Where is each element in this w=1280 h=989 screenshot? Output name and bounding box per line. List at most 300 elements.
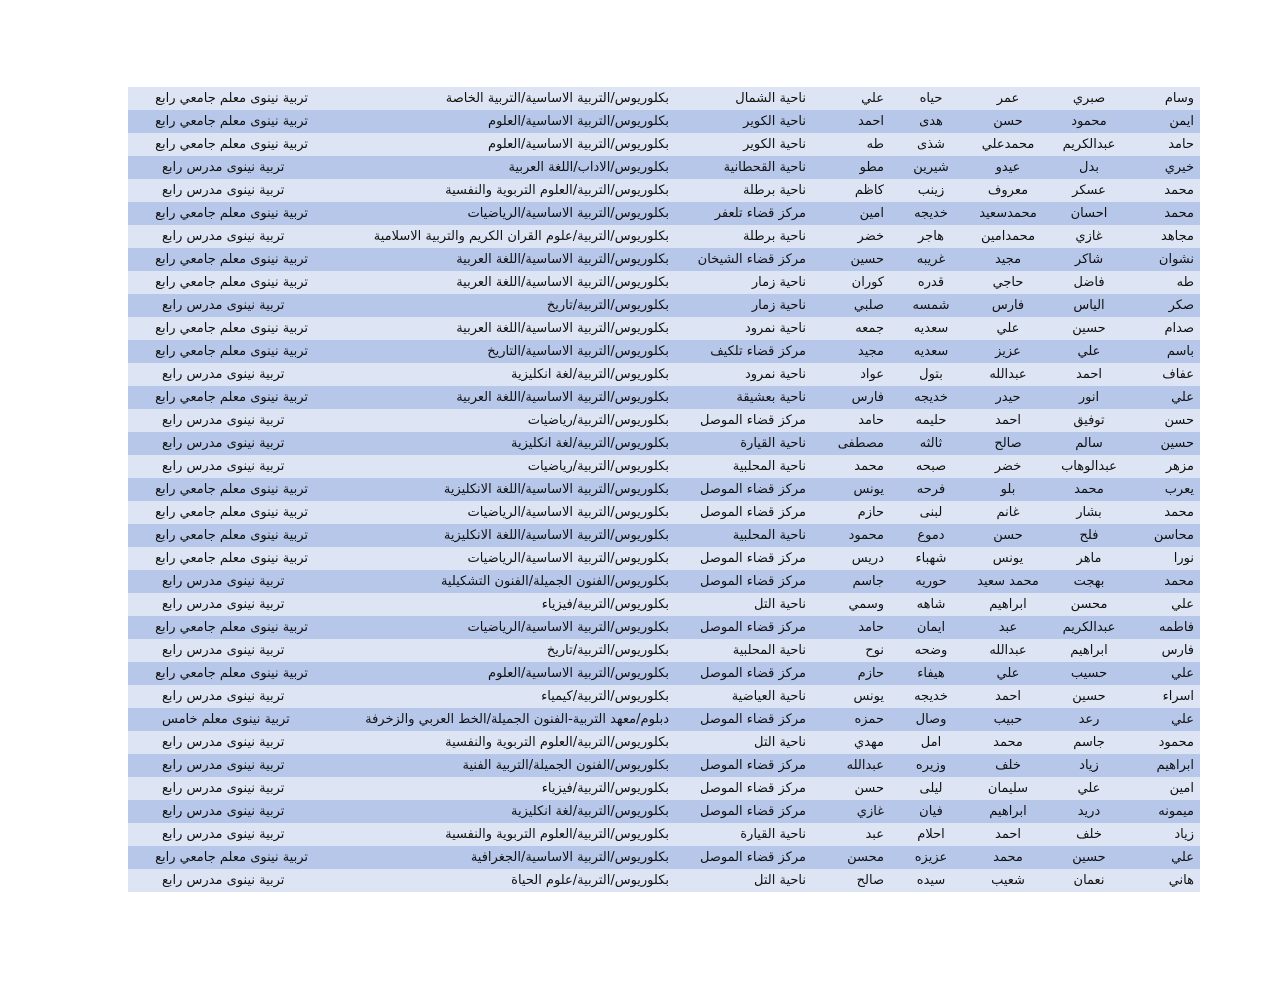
cell-grandfather-name: احمد — [968, 823, 1048, 846]
table-row — [128, 639, 1200, 662]
cell-directorate-title: تربية نينوى مدرس رابع — [128, 455, 311, 478]
cell-father-name: محمد — [1048, 478, 1130, 501]
cell-grandfather-name: ابراهيم — [968, 800, 1048, 823]
cell-directorate-title: تربية نينوى مدرس رابع — [128, 179, 311, 202]
cell-grandfather-name: احمد — [968, 685, 1048, 708]
cell-directorate-title: تربية نينوى معلم جامعي رابع — [128, 478, 311, 501]
cell-grandfather-name: محمد — [968, 731, 1048, 754]
cell-father-name: انور — [1048, 386, 1130, 409]
cell-mother-name: شمسه — [894, 294, 968, 317]
cell-mother-name: زينب — [894, 179, 968, 202]
cell-mother-father-name: يونس — [814, 478, 894, 501]
cell-qualification: بكلوريوس/التربية الاساسية/الرياضيات — [311, 202, 681, 225]
cell-mother-name: امل — [894, 731, 968, 754]
table-row — [128, 317, 1200, 340]
cell-father-name: فاضل — [1048, 271, 1130, 294]
cell-first-name: علي — [1130, 846, 1200, 869]
cell-mother-name: حوريه — [894, 570, 968, 593]
cell-mother-name: بتول — [894, 363, 968, 386]
cell-directorate-title: تربية نينوى معلم جامعي رابع — [128, 340, 311, 363]
cell-location: مركز قضاء الموصل — [681, 547, 814, 570]
cell-qualification: بكلوريوس/التربية/كيمياء — [311, 685, 681, 708]
cell-grandfather-name: صالح — [968, 432, 1048, 455]
cell-first-name: زياد — [1130, 823, 1200, 846]
cell-location: مركز قضاء تلكيف — [681, 340, 814, 363]
cell-location: ناحية زمار — [681, 271, 814, 294]
table-row — [128, 179, 1200, 202]
cell-mother-father-name: طه — [814, 133, 894, 156]
cell-first-name: عفاف — [1130, 363, 1200, 386]
cell-grandfather-name: فارس — [968, 294, 1048, 317]
cell-grandfather-name: خضر — [968, 455, 1048, 478]
cell-directorate-title: تربية نينوى مدرس رابع — [128, 225, 311, 248]
cell-mother-father-name: كوران — [814, 271, 894, 294]
cell-mother-name: احلام — [894, 823, 968, 846]
cell-mother-name: هاجر — [894, 225, 968, 248]
table-row — [128, 110, 1200, 133]
cell-mother-name: فرحه — [894, 478, 968, 501]
cell-father-name: علي — [1048, 777, 1130, 800]
cell-directorate-title: تربية نينوى مدرس رابع — [128, 777, 311, 800]
cell-grandfather-name: عبدالله — [968, 639, 1048, 662]
cell-mother-father-name: محسن — [814, 846, 894, 869]
cell-directorate-title: تربية نينوى مدرس رابع — [128, 432, 311, 455]
cell-mother-name: غريبه — [894, 248, 968, 271]
cell-father-name: عبدالوهاب — [1048, 455, 1130, 478]
cell-qualification: بكلوريوس/التربية الاساسية/اللغة العربية — [311, 386, 681, 409]
cell-mother-name: وزيره — [894, 754, 968, 777]
table-row — [128, 248, 1200, 271]
cell-first-name: علي — [1130, 662, 1200, 685]
cell-first-name: باسم — [1130, 340, 1200, 363]
cell-father-name: ماهر — [1048, 547, 1130, 570]
cell-qualification: بكلوريوس/الفنون الجميلة/الفنون التشكيلية — [311, 570, 681, 593]
cell-location: ناحية برطلة — [681, 179, 814, 202]
cell-grandfather-name: عبدالله — [968, 363, 1048, 386]
cell-directorate-title: تربية نينوى مدرس رابع — [128, 156, 311, 179]
cell-location: مركز قضاء الموصل — [681, 708, 814, 731]
cell-mother-father-name: امين — [814, 202, 894, 225]
cell-mother-name: سعديه — [894, 317, 968, 340]
cell-directorate-title: تربية نينوى معلم خامس — [128, 708, 311, 731]
cell-location: ناحية التل — [681, 869, 814, 892]
cell-mother-father-name: حازم — [814, 501, 894, 524]
cell-mother-name: صبحه — [894, 455, 968, 478]
table-row — [128, 409, 1200, 432]
table-row — [128, 754, 1200, 777]
cell-first-name: نورا — [1130, 547, 1200, 570]
cell-mother-father-name: صلبي — [814, 294, 894, 317]
cell-mother-father-name: حمزه — [814, 708, 894, 731]
cell-father-name: حسين — [1048, 846, 1130, 869]
cell-qualification: بكلوريوس/التربية الاساسية/التاريخ — [311, 340, 681, 363]
cell-grandfather-name: مجيد — [968, 248, 1048, 271]
cell-location: مركز قضاء الموصل — [681, 616, 814, 639]
cell-father-name: جاسم — [1048, 731, 1130, 754]
cell-directorate-title: تربية نينوى معلم جامعي رابع — [128, 501, 311, 524]
cell-father-name: توفيق — [1048, 409, 1130, 432]
cell-location: ناحية الشمال — [681, 87, 814, 110]
cell-grandfather-name: عزيز — [968, 340, 1048, 363]
cell-mother-father-name: جاسم — [814, 570, 894, 593]
cell-first-name: صكر — [1130, 294, 1200, 317]
cell-mother-name: خديجه — [894, 386, 968, 409]
cell-qualification: دبلوم/معهد التربية-الفنون الجميلة/الخط العربي والزخرفة — [311, 708, 681, 731]
table-row — [128, 869, 1200, 892]
table-row — [128, 87, 1200, 110]
cell-mother-name: خديجه — [894, 685, 968, 708]
cell-mother-father-name: دريس — [814, 547, 894, 570]
cell-father-name: دريد — [1048, 800, 1130, 823]
cell-grandfather-name: حسن — [968, 524, 1048, 547]
cell-location: مركز قضاء الموصل — [681, 777, 814, 800]
cell-father-name: بهجت — [1048, 570, 1130, 593]
cell-first-name: ميمونه — [1130, 800, 1200, 823]
cell-directorate-title: تربية نينوى معلم جامعي رابع — [128, 110, 311, 133]
cell-first-name: حسن — [1130, 409, 1200, 432]
cell-mother-father-name: حامد — [814, 409, 894, 432]
cell-directorate-title: تربية نينوى معلم جامعي رابع — [128, 248, 311, 271]
cell-qualification: بكلوريوس/التربية/العلوم التربوية والنفسية — [311, 179, 681, 202]
cell-grandfather-name: حسن — [968, 110, 1048, 133]
cell-mother-father-name: محمود — [814, 524, 894, 547]
cell-qualification: بكلوريوس/التربية/فيزياء — [311, 593, 681, 616]
cell-first-name: هاني — [1130, 869, 1200, 892]
cell-mother-father-name: صالح — [814, 869, 894, 892]
cell-father-name: صبري — [1048, 87, 1130, 110]
cell-mother-father-name: علي — [814, 87, 894, 110]
cell-father-name: نعمان — [1048, 869, 1130, 892]
cell-location: ناحية بعشيقة — [681, 386, 814, 409]
cell-mother-father-name: عواد — [814, 363, 894, 386]
cell-qualification: بكلوريوس/الفنون الجميلة/التربية الفنية — [311, 754, 681, 777]
cell-location: ناحية العياضية — [681, 685, 814, 708]
cell-mother-father-name: خضر — [814, 225, 894, 248]
cell-first-name: نشوان — [1130, 248, 1200, 271]
cell-directorate-title: تربية نينوى معلم جامعي رابع — [128, 386, 311, 409]
cell-father-name: بشار — [1048, 501, 1130, 524]
cell-father-name: احسان — [1048, 202, 1130, 225]
cell-first-name: محمد — [1130, 179, 1200, 202]
cell-grandfather-name: احمد — [968, 409, 1048, 432]
cell-grandfather-name: شعيب — [968, 869, 1048, 892]
cell-first-name: حسين — [1130, 432, 1200, 455]
cell-qualification: بكلوريوس/التربية الاساسية/الرياضيات — [311, 501, 681, 524]
cell-father-name: بدل — [1048, 156, 1130, 179]
cell-directorate-title: تربية نينوى مدرس رابع — [128, 570, 311, 593]
cell-qualification: بكلوريوس/التربية الاساسية/اللغة الانكليزية — [311, 524, 681, 547]
cell-first-name: علي — [1130, 386, 1200, 409]
cell-father-name: رعد — [1048, 708, 1130, 731]
cell-qualification: بكلوريوس/التربية الاساسية/العلوم — [311, 133, 681, 156]
cell-location: ناحية التل — [681, 731, 814, 754]
cell-mother-name: لبنى — [894, 501, 968, 524]
cell-location: مركز قضاء الموصل — [681, 501, 814, 524]
cell-grandfather-name: محمد سعيد — [968, 570, 1048, 593]
cell-directorate-title: تربية نينوى مدرس رابع — [128, 685, 311, 708]
cell-first-name: علي — [1130, 593, 1200, 616]
table-row — [128, 616, 1200, 639]
cell-mother-father-name: حامد — [814, 616, 894, 639]
cell-directorate-title: تربية نينوى معلم جامعي رابع — [128, 202, 311, 225]
cell-first-name: طه — [1130, 271, 1200, 294]
cell-mother-name: فيان — [894, 800, 968, 823]
table-row — [128, 570, 1200, 593]
cell-father-name: حسيب — [1048, 662, 1130, 685]
cell-location: مركز قضاء الموصل — [681, 846, 814, 869]
cell-first-name: محمد — [1130, 570, 1200, 593]
cell-directorate-title: تربية نينوى مدرس رابع — [128, 363, 311, 386]
cell-location: ناحية المحلبية — [681, 639, 814, 662]
cell-grandfather-name: محمدامين — [968, 225, 1048, 248]
staff-table — [128, 87, 1200, 892]
cell-qualification: بكلوريوس/التربية الاساسية/اللغة الانكليزية — [311, 478, 681, 501]
table-row — [128, 800, 1200, 823]
cell-directorate-title: تربية نينوى معلم جامعي رابع — [128, 317, 311, 340]
cell-first-name: اسراء — [1130, 685, 1200, 708]
cell-directorate-title: تربية نينوى معلم جامعي رابع — [128, 846, 311, 869]
cell-qualification: بكلوريوس/التربية الاساسية/التربية الخاصة — [311, 87, 681, 110]
cell-father-name: فلح — [1048, 524, 1130, 547]
cell-mother-name: شهباء — [894, 547, 968, 570]
table-row — [128, 593, 1200, 616]
cell-location: ناحية الكوير — [681, 110, 814, 133]
table-row — [128, 501, 1200, 524]
cell-first-name: مجاهد — [1130, 225, 1200, 248]
cell-first-name: فاطمه — [1130, 616, 1200, 639]
cell-qualification: بكلوريوس/التربية الاساسية/الرياضيات — [311, 616, 681, 639]
cell-qualification: بكلوريوس/التربية الاساسية/الرياضيات — [311, 547, 681, 570]
table-row — [128, 823, 1200, 846]
cell-mother-name: خديجه — [894, 202, 968, 225]
table-row — [128, 846, 1200, 869]
cell-grandfather-name: محمدسعيد — [968, 202, 1048, 225]
cell-grandfather-name: علي — [968, 662, 1048, 685]
cell-location: ناحية نمرود — [681, 363, 814, 386]
cell-father-name: الياس — [1048, 294, 1130, 317]
cell-first-name: خيري — [1130, 156, 1200, 179]
table-row — [128, 156, 1200, 179]
cell-first-name: محاسن — [1130, 524, 1200, 547]
cell-directorate-title: تربية نينوى مدرس رابع — [128, 800, 311, 823]
cell-qualification: بكلوريوس/الاداب/اللغة العربية — [311, 156, 681, 179]
cell-qualification: بكلوريوس/التربية/لغة انكليزية — [311, 363, 681, 386]
cell-mother-father-name: حسين — [814, 248, 894, 271]
table-row — [128, 363, 1200, 386]
cell-qualification: بكلوريوس/التربية الاساسية/اللغة العربية — [311, 271, 681, 294]
cell-directorate-title: تربية نينوى مدرس رابع — [128, 593, 311, 616]
cell-mother-father-name: وسمي — [814, 593, 894, 616]
table-row — [128, 547, 1200, 570]
cell-father-name: علي — [1048, 340, 1130, 363]
cell-grandfather-name: يونس — [968, 547, 1048, 570]
cell-mother-name: سعديه — [894, 340, 968, 363]
cell-location: ناحية المحلبية — [681, 455, 814, 478]
cell-qualification: بكلوريوس/التربية الاساسية/العلوم — [311, 662, 681, 685]
cell-grandfather-name: محمدعلي — [968, 133, 1048, 156]
cell-mother-name: ثالثه — [894, 432, 968, 455]
table-row — [128, 386, 1200, 409]
cell-grandfather-name: غانم — [968, 501, 1048, 524]
cell-location: مركز قضاء الموصل — [681, 478, 814, 501]
cell-grandfather-name: حيدر — [968, 386, 1048, 409]
cell-father-name: زياد — [1048, 754, 1130, 777]
table-row — [128, 225, 1200, 248]
cell-directorate-title: تربية نينوى مدرس رابع — [128, 294, 311, 317]
cell-father-name: عبدالكريم — [1048, 133, 1130, 156]
cell-grandfather-name: بلو — [968, 478, 1048, 501]
cell-qualification: بكلوريوس/التربية الاساسية/اللغة العربية — [311, 317, 681, 340]
cell-first-name: وسام — [1130, 87, 1200, 110]
cell-mother-name: وصال — [894, 708, 968, 731]
cell-mother-father-name: يونس — [814, 685, 894, 708]
cell-qualification: بكلوريوس/التربية الاساسية/اللغة العربية — [311, 248, 681, 271]
cell-mother-father-name: حازم — [814, 662, 894, 685]
table-row — [128, 133, 1200, 156]
cell-father-name: شاكر — [1048, 248, 1130, 271]
cell-location: مركز قضاء الموصل — [681, 754, 814, 777]
table-row — [128, 685, 1200, 708]
cell-location: مركز قضاء تلعفر — [681, 202, 814, 225]
cell-directorate-title: تربية نينوى معلم جامعي رابع — [128, 524, 311, 547]
cell-mother-father-name: احمد — [814, 110, 894, 133]
cell-mother-name: شيرين — [894, 156, 968, 179]
cell-first-name: امين — [1130, 777, 1200, 800]
cell-mother-name: هيفاء — [894, 662, 968, 685]
cell-grandfather-name: معروف — [968, 179, 1048, 202]
cell-first-name: فارس — [1130, 639, 1200, 662]
cell-qualification: بكلوريوس/التربية/رياضيات — [311, 455, 681, 478]
cell-mother-father-name: جمعه — [814, 317, 894, 340]
cell-first-name: محمد — [1130, 202, 1200, 225]
cell-qualification: بكلوريوس/التربية/لغة انكليزية — [311, 800, 681, 823]
table-row — [128, 340, 1200, 363]
cell-directorate-title: تربية نينوى مدرس رابع — [128, 823, 311, 846]
cell-qualification: بكلوريوس/التربية/علوم القران الكريم والتربية الاسلامية — [311, 225, 681, 248]
cell-father-name: حسين — [1048, 317, 1130, 340]
cell-first-name: صدام — [1130, 317, 1200, 340]
cell-mother-name: هدى — [894, 110, 968, 133]
cell-location: ناحية المحلبية — [681, 524, 814, 547]
cell-qualification: بكلوريوس/التربية الاساسية/العلوم — [311, 110, 681, 133]
cell-first-name: ابراهيم — [1130, 754, 1200, 777]
cell-mother-name: حياه — [894, 87, 968, 110]
cell-father-name: محسن — [1048, 593, 1130, 616]
table-row — [128, 524, 1200, 547]
cell-qualification: بكلوريوس/التربية/العلوم التربوية والنفسية — [311, 823, 681, 846]
cell-father-name: عبدالكريم — [1048, 616, 1130, 639]
cell-mother-father-name: كاظم — [814, 179, 894, 202]
cell-mother-father-name: فارس — [814, 386, 894, 409]
table-row — [128, 455, 1200, 478]
cell-location: ناحية نمرود — [681, 317, 814, 340]
cell-directorate-title: تربية نينوى مدرس رابع — [128, 869, 311, 892]
cell-mother-father-name: عبدالله — [814, 754, 894, 777]
cell-first-name: محمد — [1130, 501, 1200, 524]
cell-father-name: غازي — [1048, 225, 1130, 248]
cell-qualification: بكلوريوس/التربية/تاريخ — [311, 639, 681, 662]
table-body — [128, 87, 1200, 892]
cell-mother-name: سيده — [894, 869, 968, 892]
table-row — [128, 662, 1200, 685]
cell-grandfather-name: حبيب — [968, 708, 1048, 731]
cell-qualification: بكلوريوس/التربية/علوم الحياة — [311, 869, 681, 892]
cell-qualification: بكلوريوس/التربية/تاريخ — [311, 294, 681, 317]
cell-grandfather-name: حاجي — [968, 271, 1048, 294]
cell-location: مركز قضاء الموصل — [681, 662, 814, 685]
cell-mother-name: حليمه — [894, 409, 968, 432]
cell-first-name: يعرب — [1130, 478, 1200, 501]
table-row — [128, 202, 1200, 225]
cell-mother-father-name: نوح — [814, 639, 894, 662]
cell-location: ناحية زمار — [681, 294, 814, 317]
cell-mother-name: شاهه — [894, 593, 968, 616]
cell-mother-father-name: غازي — [814, 800, 894, 823]
cell-mother-father-name: محمد — [814, 455, 894, 478]
cell-location: ناحية التل — [681, 593, 814, 616]
cell-location: ناحية القحطانية — [681, 156, 814, 179]
cell-location: مركز قضاء الموصل — [681, 570, 814, 593]
cell-first-name: ايمن — [1130, 110, 1200, 133]
cell-grandfather-name: خلف — [968, 754, 1048, 777]
table-row — [128, 432, 1200, 455]
table-row — [128, 478, 1200, 501]
cell-first-name: علي — [1130, 708, 1200, 731]
cell-directorate-title: تربية نينوى معلم جامعي رابع — [128, 662, 311, 685]
table-row — [128, 777, 1200, 800]
cell-qualification: بكلوريوس/التربية/لغة انكليزية — [311, 432, 681, 455]
cell-location: ناحية برطلة — [681, 225, 814, 248]
table-row — [128, 731, 1200, 754]
cell-first-name: محمود — [1130, 731, 1200, 754]
cell-qualification: بكلوريوس/التربية/العلوم التربوية والنفسية — [311, 731, 681, 754]
cell-mother-name: دموع — [894, 524, 968, 547]
cell-grandfather-name: علي — [968, 317, 1048, 340]
cell-mother-name: قدره — [894, 271, 968, 294]
cell-mother-father-name: مهدي — [814, 731, 894, 754]
cell-directorate-title: تربية نينوى معلم جامعي رابع — [128, 87, 311, 110]
cell-qualification: بكلوريوس/التربية/رياضيات — [311, 409, 681, 432]
cell-directorate-title: تربية نينوى معلم جامعي رابع — [128, 271, 311, 294]
cell-grandfather-name: ابراهيم — [968, 593, 1048, 616]
cell-mother-name: ليلى — [894, 777, 968, 800]
cell-mother-father-name: مجيد — [814, 340, 894, 363]
cell-father-name: ابراهيم — [1048, 639, 1130, 662]
cell-mother-name: ايمان — [894, 616, 968, 639]
cell-grandfather-name: عيدو — [968, 156, 1048, 179]
cell-first-name: مزهر — [1130, 455, 1200, 478]
cell-father-name: عسكر — [1048, 179, 1130, 202]
cell-mother-father-name: مطو — [814, 156, 894, 179]
cell-directorate-title: تربية نينوى معلم جامعي رابع — [128, 616, 311, 639]
cell-location: مركز قضاء الموصل — [681, 409, 814, 432]
cell-grandfather-name: محمد — [968, 846, 1048, 869]
cell-directorate-title: تربية نينوى مدرس رابع — [128, 639, 311, 662]
cell-directorate-title: تربية نينوى معلم جامعي رابع — [128, 547, 311, 570]
table-row — [128, 294, 1200, 317]
cell-location: مركز قضاء الشيخان — [681, 248, 814, 271]
cell-mother-name: وضحه — [894, 639, 968, 662]
cell-location: ناحية الكوير — [681, 133, 814, 156]
cell-mother-father-name: عبد — [814, 823, 894, 846]
table-row — [128, 271, 1200, 294]
cell-grandfather-name: سليمان — [968, 777, 1048, 800]
cell-father-name: احمد — [1048, 363, 1130, 386]
cell-first-name: حامد — [1130, 133, 1200, 156]
cell-mother-name: عزيزه — [894, 846, 968, 869]
cell-directorate-title: تربية نينوى مدرس رابع — [128, 409, 311, 432]
cell-father-name: محمود — [1048, 110, 1130, 133]
